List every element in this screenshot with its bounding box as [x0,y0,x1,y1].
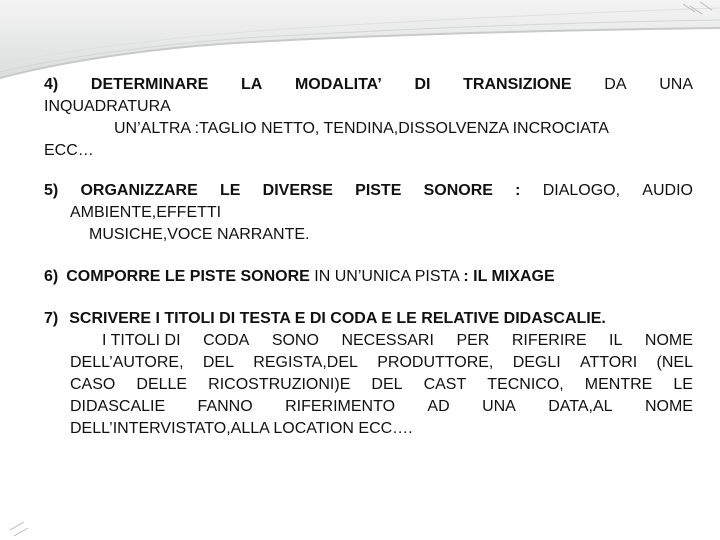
word: DEGLI [512,354,561,371]
word: I TITOLI DI [102,332,181,349]
word: ATTORI [580,354,638,371]
word: AD [427,398,450,415]
word: CAST [423,376,467,393]
word: DIDASCALIE [70,398,166,415]
word: MODALITA’ [294,76,382,93]
word: PISTE [355,182,402,199]
word: RIFERIMENTO [285,398,396,415]
word: PRODUTTORE, [377,354,494,371]
item-5-line-1 [44,180,693,202]
word: DIALOGO, [542,182,621,199]
word: TRANSIZIONE [463,76,572,93]
word: MENTRE [584,376,653,393]
item-4-line-3: UN’ALTRA :TAGLIO NETTO, TENDINA,DISSOLVENZA INCROCIATA [114,120,609,137]
word: REGISTA,DEL [253,354,358,371]
word: LE [220,182,241,199]
item-4 [44,74,693,162]
item-5-line-3: MUSICHE,VOCE NARRANTE. [89,226,310,243]
word: PER [456,332,490,349]
slide-body [44,74,693,440]
item-5-line-2: AMBIENTE,EFFETTI [70,204,222,221]
word: LA [240,76,263,93]
word: DELL’AUTORE, [70,354,184,371]
word: DATA,AL [548,398,613,415]
item-7-line-4 [44,374,693,396]
word: TECNICO, [487,376,564,393]
plain-text: IN UN’UNICA PISTA [309,268,464,285]
word: RIFERIRE [511,332,587,349]
word: NOME [644,332,693,349]
word: SONORE [423,182,493,199]
word: DEL [202,354,234,371]
word: IL [609,332,623,349]
item-7-line-3 [44,352,693,374]
word: CODA [203,332,250,349]
bold-text: : IL MIXAGE [463,268,555,285]
item-7-heading: SCRIVERE I TITOLI DI TESTA E DI CODA E LE RELATIVE DIDASCALIE. [69,310,606,327]
item-7-line-1 [44,308,693,330]
word: UNA [659,76,693,93]
word: SONO [271,332,319,349]
word: UNA [482,398,516,415]
item-5 [44,180,693,246]
word: DELLE [136,376,188,393]
word: DETERMINARE [90,76,209,93]
bold-text: COMPORRE LE PISTE SONORE [66,268,310,285]
word: ORGANIZZARE [80,182,198,199]
item-5-number: 5) [44,182,59,199]
word: AUDIO [642,182,693,199]
item-4-number: 4) [44,76,59,93]
top-swoosh-decoration [0,0,720,78]
item-6-line-1 [44,266,693,288]
word: NOME [644,398,693,415]
item-4-line-2: INQUADRATURA [44,98,171,115]
word: (NEL [656,354,693,371]
item-7 [44,308,693,440]
word: NECESSARI [341,332,434,349]
word: DA [604,76,627,93]
item-6 [44,266,693,288]
word: DI [414,76,431,93]
item-7-line-6: DELL’INTERVISTATO,ALLA LOCATION ECC…. [70,420,413,437]
item-4-line-4: ECC… [44,142,94,159]
item-7-number: 7) [44,310,59,327]
word: DEL [371,376,403,393]
item-7-line-5 [44,396,693,418]
word: CASO [70,376,116,393]
item-4-line-1 [44,74,693,96]
word: LE [673,376,693,393]
word: DIVERSE [262,182,333,199]
word: FANNO [197,398,253,415]
word: RICOSTRUZIONI)E [208,376,351,393]
item-7-line-2 [44,330,693,352]
word: : [515,182,521,199]
item-6-number: 6) [44,268,59,285]
